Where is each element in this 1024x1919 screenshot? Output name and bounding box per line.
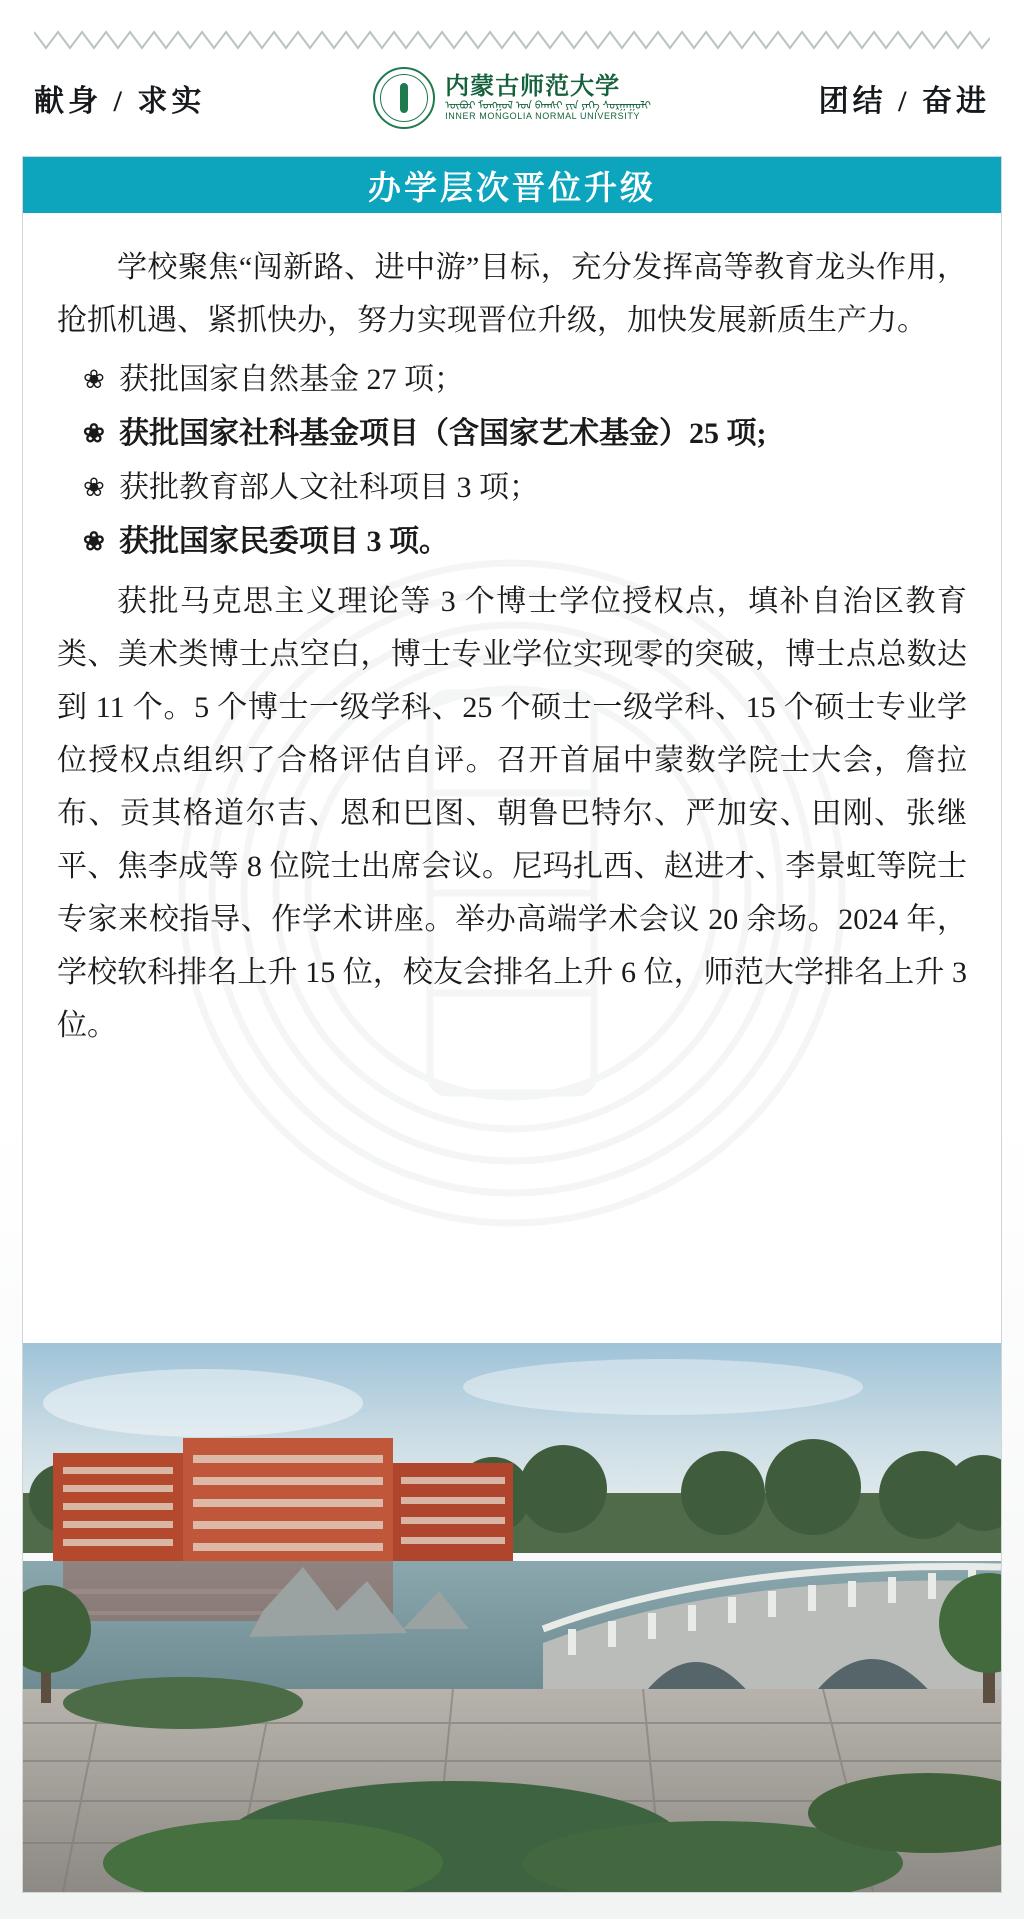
zigzag-divider-icon xyxy=(34,30,990,52)
university-name-cn: 内蒙古师范大学 xyxy=(445,73,621,100)
campus-photo xyxy=(23,1343,1001,1892)
flower-bullet-icon: ❀ xyxy=(83,365,105,394)
list-item xyxy=(57,461,967,515)
list-item xyxy=(57,407,967,461)
list-item-label: 获批国家社科基金项目（含国家艺术基金）25 项; xyxy=(119,417,767,450)
intro-paragraph: 学校聚焦“闯新路、进中游”目标，充分发挥高等教育龙头作用，抢抓机遇、紧抓快办，努力实现晋位升级，加快发展新质生产力。 xyxy=(57,251,967,337)
page-header xyxy=(34,58,990,138)
university-seal-icon xyxy=(373,67,435,129)
closing-paragraph: 获批马克思主义理论等 3 个博士学位授权点，填补自治区教育类、美术类博士点空白，博士专业学位实现零的突破，博士点总数达到 11 个。5 个博士一级学科、25 个硕士一级学科、15 个硕士专业学位授权点组织了合格评估自评。召开首届中蒙数学院士大会，詹拉布、贡其格道尔吉、恩和巴图、朝鲁巴特尔、严加安、田刚、张继平、焦李成等 8 位院士出席会议。尼玛扎西、赵进才、李景虹等院士专家来校指导、作学术讲座。举办高端学术会议 20 余场。2024 年，学校软科排名上升 15 位，校友会排名上升 6 位，师范大学排名上升 3 位。 xyxy=(57,585,967,1042)
section-title-bar xyxy=(23,157,1001,213)
list-item xyxy=(57,353,967,407)
university-name-mn: ᠦᠪᠦᠷ ᠮᠣᠩᠭᠣᠯ ᠤᠨ ᠪᠠᠭᠰᠢ ᠶᠢᠨ ᠶᠡᠬᠡ ᠰᠤᠷᠭᠠᠭᠤᠯᠢ xyxy=(445,100,651,113)
university-logo xyxy=(373,67,651,129)
section-title: 办学层次晋位升级 xyxy=(368,170,656,207)
university-name-en: INNER MONGOLIA NORMAL UNIVERSITY xyxy=(445,111,641,122)
motto-right: 团结 / 奋进 xyxy=(818,85,990,118)
content-card xyxy=(22,156,1002,1893)
flower-bullet-icon: ❀ xyxy=(83,473,105,502)
achievement-list xyxy=(57,353,967,569)
list-item-label: 获批国家民委项目 3 项。 xyxy=(119,525,449,558)
list-item-label: 获批教育部人文社科项目 3 项； xyxy=(119,471,539,504)
flower-bullet-icon: ❀ xyxy=(83,419,105,448)
section-body xyxy=(23,213,1001,1343)
flower-bullet-icon: ❀ xyxy=(83,527,105,556)
list-item-label: 获批国家自然基金 27 项； xyxy=(119,363,464,396)
list-item xyxy=(57,515,967,569)
motto-left: 献身 / 求实 xyxy=(34,85,206,118)
